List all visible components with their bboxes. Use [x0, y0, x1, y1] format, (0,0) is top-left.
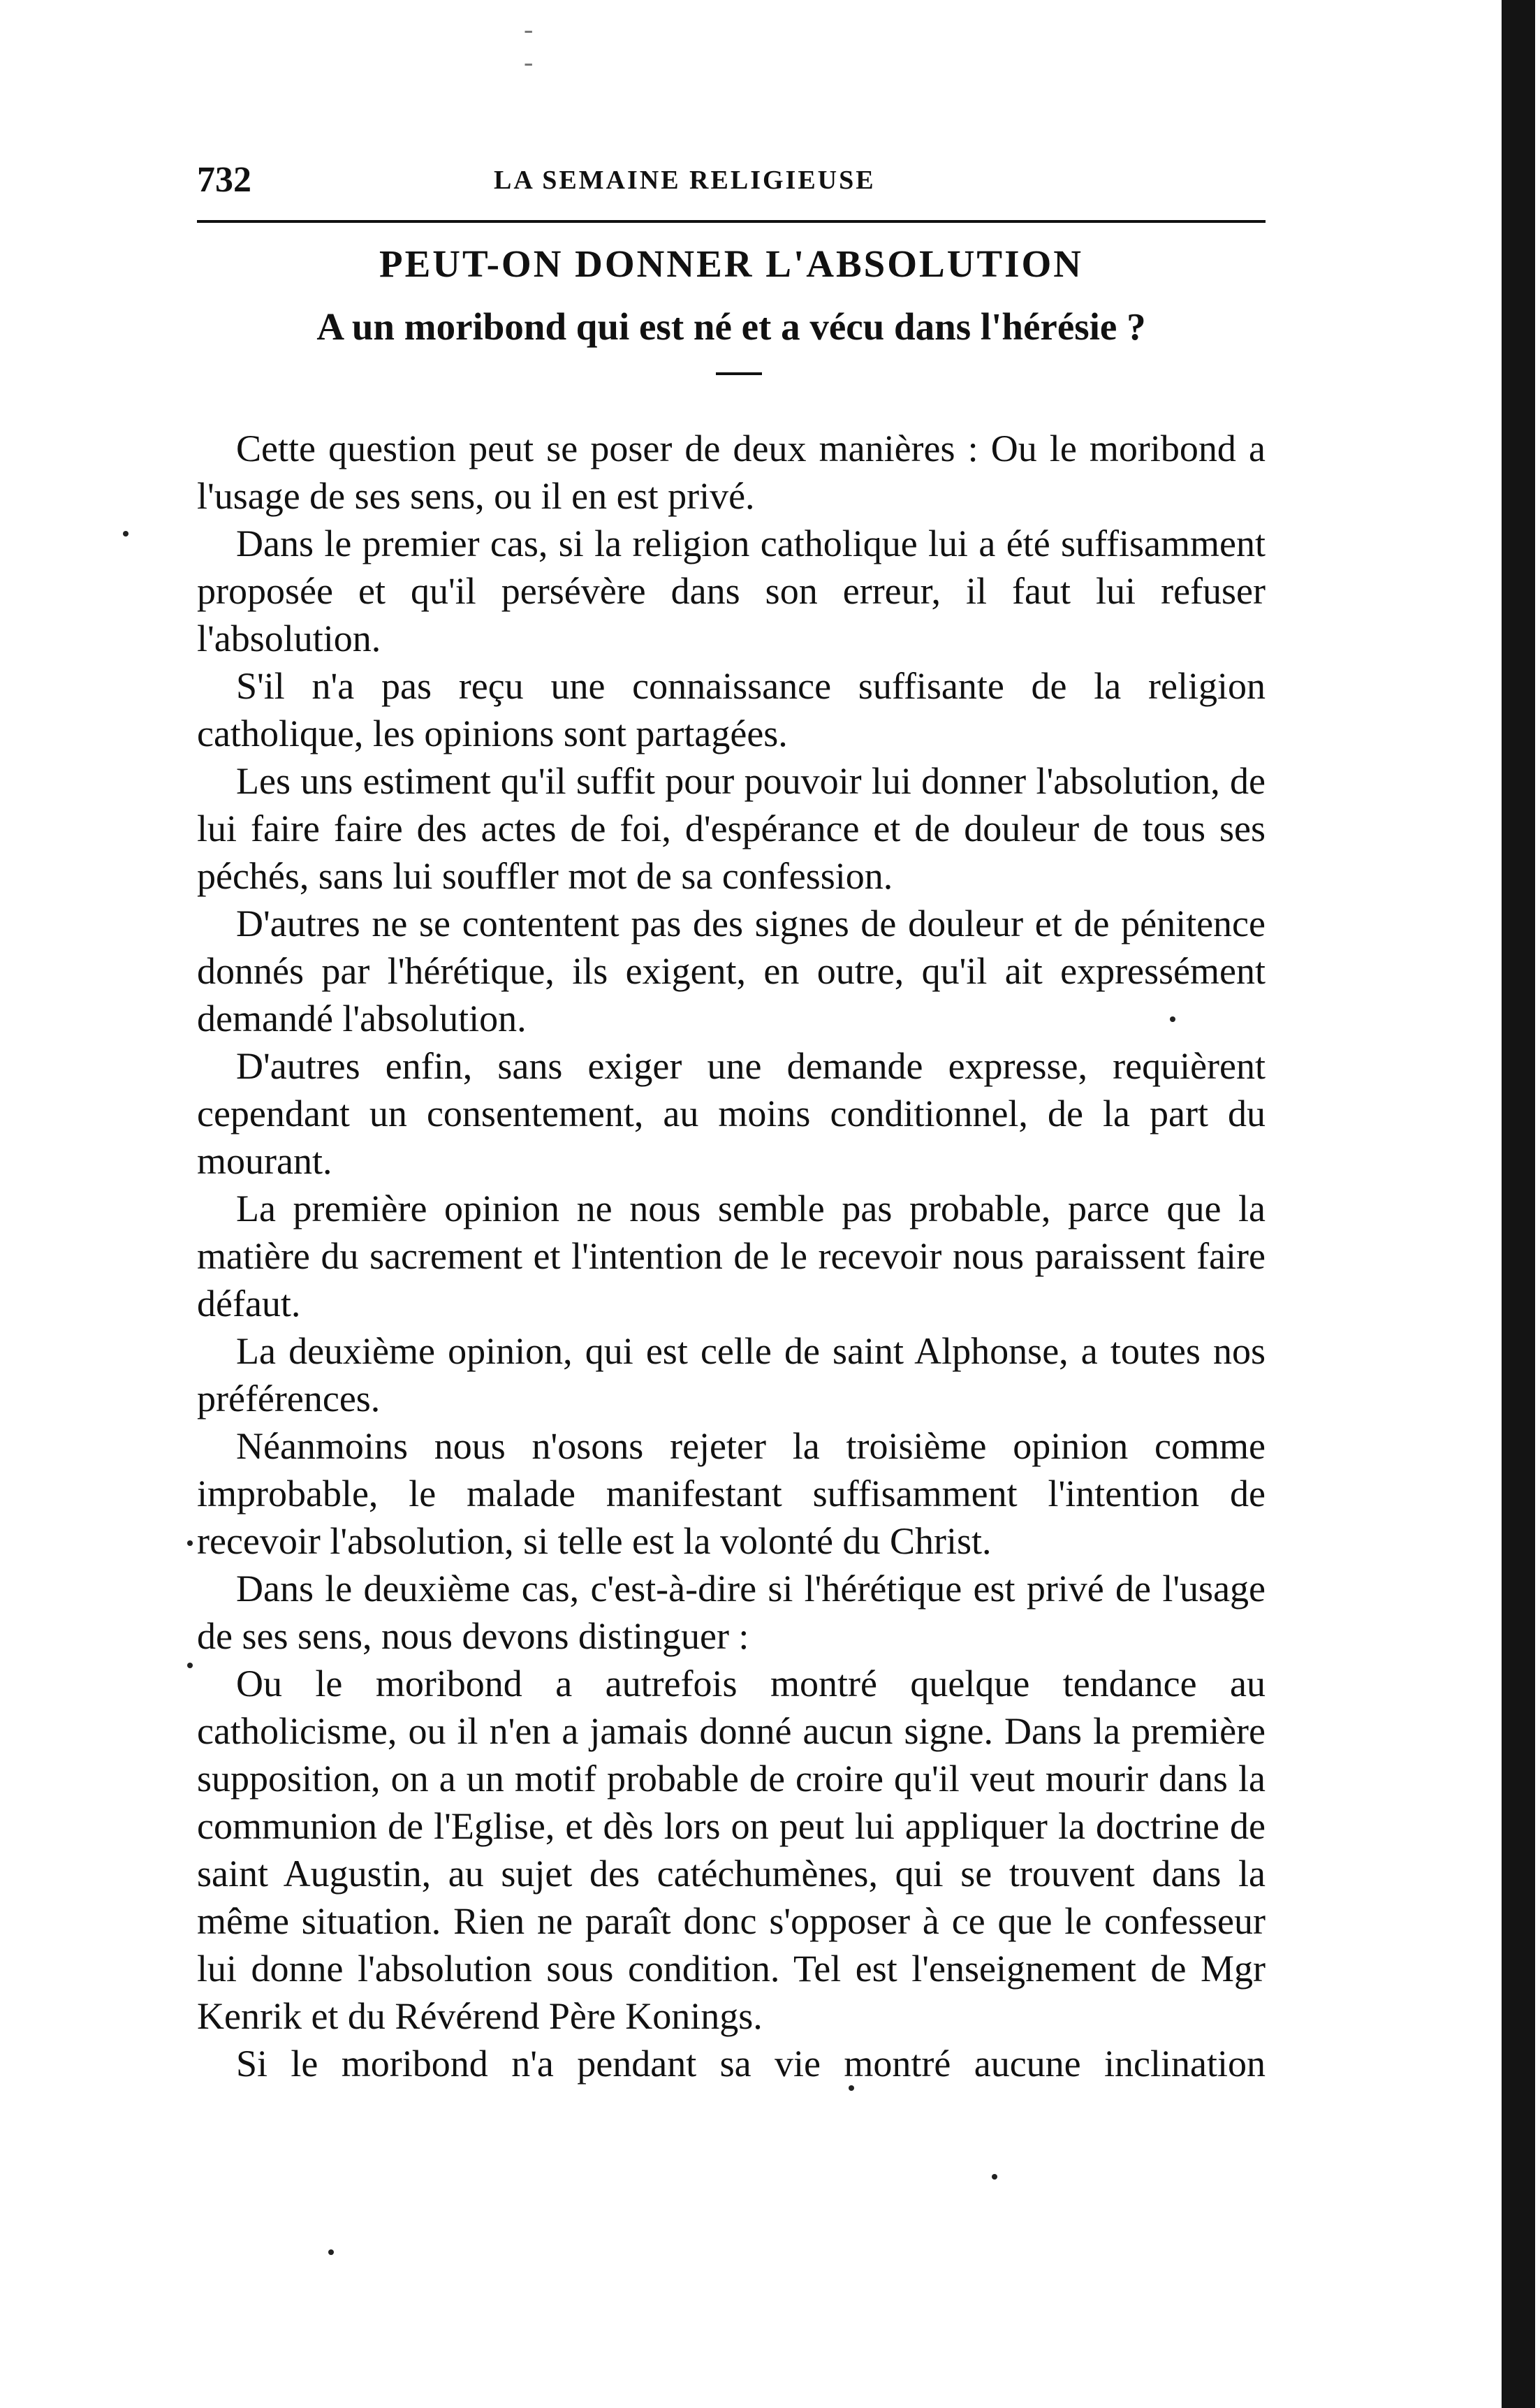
paragraph: Cette question peut se poser de deux manières : Ou le moribond a l'usage de ses sens, ou il en est privé.	[197, 428, 1266, 517]
paragraph: Ou le moribond a autrefois montré quelque tendance au catholicisme, ou il n'en a jamais donné aucun signe. Dans la première supposition, on a un motif probable de croire qu'il veut mourir dans la communion de l'Eglise, et dès lors on peut lui appliquer la doctrine de saint Augustin, au sujet des catéchumènes, qui se trouvent dans la même situation. Rien ne paraît donc s'opposer à ce que le confesseur lui donne l'absolution sous condition. Tel est l'enseignement de Mgr Kenrik et du Révérend Père Konings.	[197, 1663, 1266, 2037]
title-separator-dash	[716, 372, 762, 375]
paragraph: Dans le deuxième cas, c'est-à-dire si l'hérétique est privé de l'usage de ses sens, nous devons distinguer :	[197, 1568, 1266, 1657]
scan-speck	[1170, 1016, 1175, 1022]
page-number: 732	[197, 160, 251, 200]
paragraph-continued: Si le moribond n'a pendant sa vie montré aucune inclination	[236, 2043, 1266, 2085]
scan-speck	[328, 2249, 334, 2255]
scan-binding-edge	[1502, 0, 1535, 2408]
scan-speck	[187, 1663, 193, 1668]
header-rule	[197, 220, 1266, 223]
article-subtitle: A un moribond qui est né et a vécu dans l'hérésie ?	[316, 305, 1146, 348]
page-header	[197, 159, 1266, 208]
scan-speck	[123, 531, 129, 537]
scan-speck	[849, 2085, 854, 2091]
paragraph: Dans le premier cas, si la religion catholique lui a été suffisamment proposée et qu'il persévère dans son erreur, il faut lui refuser l'absolution.	[197, 523, 1266, 659]
scan-speck-marks: - -	[524, 13, 541, 78]
scan-speck	[992, 2174, 997, 2180]
paragraph: Néanmoins nous n'osons rejeter la troisième opinion comme improbable, le malade manifestant suffisamment l'intention de recevoir l'absolution, si telle est la volonté du Christ.	[197, 1425, 1266, 1562]
article-body	[197, 425, 1266, 2087]
running-head: LA SEMAINE RELIGIEUSE	[494, 166, 876, 195]
article-title: PEUT-ON DONNER L'ABSOLUTION	[379, 242, 1084, 285]
paragraph: D'autres enfin, sans exiger une demande expresse, requièrent cependant un consentement, au moins conditionnel, de la part du mourant.	[197, 1045, 1266, 1182]
paragraph: S'il n'a pas reçu une connaissance suffisante de la religion catholique, les opinions sont partagées.	[197, 665, 1266, 754]
paragraph: La première opinion ne nous semble pas probable, parce que la matière du sacrement et l'intention de le recevoir nous paraissent faire défaut.	[197, 1188, 1266, 1325]
paragraph: D'autres ne se contentent pas des signes de douleur et de pénitence donnés par l'hérétique, ils exigent, en outre, qu'il ait expressément demandé l'absolution.	[197, 903, 1266, 1039]
paragraph: Les uns estiment qu'il suffit pour pouvoir lui donner l'absolution, de lui faire faire des actes de foi, d'espérance et de douleur de tous ses péchés, sans lui souffler mot de sa confession.	[197, 760, 1266, 897]
paragraph: La deuxième opinion, qui est celle de saint Alphonse, a toutes nos préférences.	[197, 1330, 1266, 1420]
scan-speck	[187, 1540, 193, 1546]
